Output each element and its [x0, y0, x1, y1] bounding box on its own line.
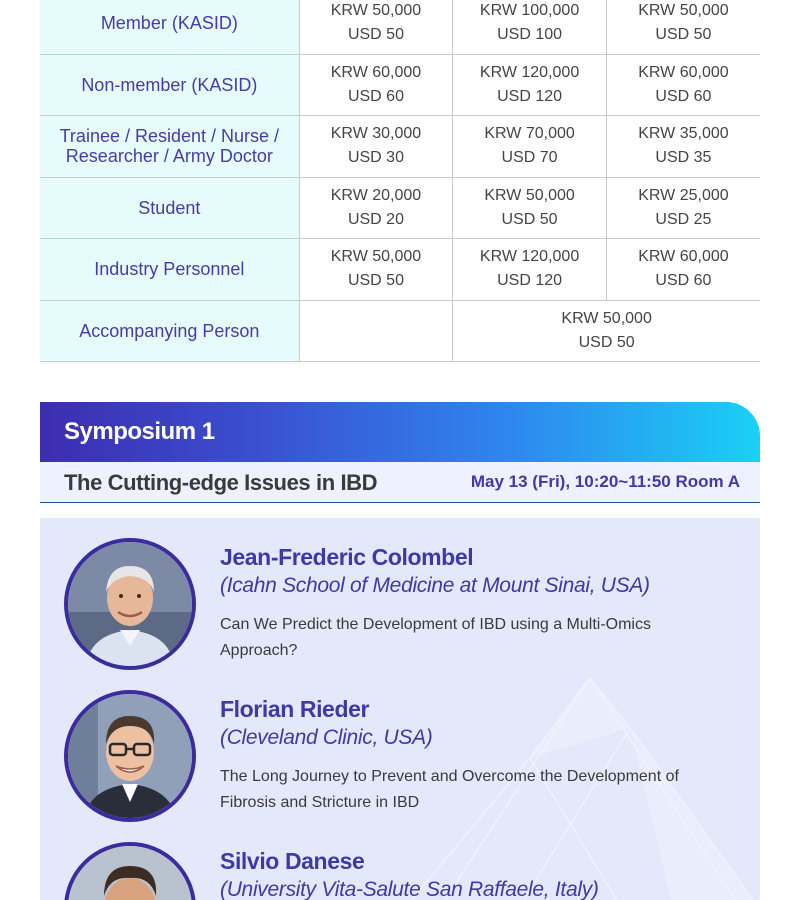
fee-category: Industry Personnel: [40, 239, 299, 301]
symposium-banner: [40, 402, 760, 462]
table-row: [40, 300, 760, 362]
fee-cell-merged: KRW 50,000 USD 50: [453, 300, 760, 362]
symposium-title: The Cutting-edge Issues in IBD: [64, 470, 378, 495]
speakers-panel: [40, 518, 760, 900]
fee-cell: KRW 60,000 USD 60: [606, 54, 760, 116]
fee-cell: KRW 50,000 USD 50: [299, 0, 453, 54]
symposium-header: [40, 462, 760, 503]
speaker-name: Florian Rieder: [220, 696, 370, 722]
speaker-card: [64, 690, 744, 830]
fee-cell: KRW 120,000 USD 120: [453, 239, 607, 301]
fee-cell: KRW 50,000 USD 50: [606, 0, 760, 54]
fee-cell: KRW 50,000 USD 50: [453, 177, 607, 239]
table-row: [40, 177, 760, 239]
fee-cell-empty: [299, 300, 453, 362]
fee-cell: KRW 70,000 USD 70: [453, 116, 607, 178]
fee-cell: KRW 60,000 USD 60: [299, 54, 453, 116]
symposium-time: May 13 (Fri), 10:20~11:50 Room A: [470, 472, 740, 491]
speaker-card: [64, 538, 744, 678]
speaker-affiliation: (Icahn School of Medicine at Mount Sinai, USA): [220, 574, 650, 597]
table-row: [40, 0, 760, 54]
fee-cell: KRW 120,000 USD 120: [453, 54, 607, 116]
speaker-name: Jean-Frederic Colombel: [220, 544, 474, 570]
speaker-name: Silvio Danese: [220, 848, 365, 874]
fee-category: Accompanying Person: [40, 300, 299, 362]
fee-category: Trainee / Resident / Nurse / Researcher / Army Doctor: [40, 116, 299, 178]
fee-cell: KRW 60,000 USD 60: [606, 239, 760, 301]
table-row: [40, 54, 760, 116]
speaker-photo-icon: [64, 538, 196, 670]
table-row: [40, 116, 760, 178]
speaker-card: [64, 842, 744, 900]
fee-category: Student: [40, 177, 299, 239]
speaker-photo-icon: [64, 690, 196, 822]
fee-cell: KRW 25,000 USD 25: [606, 177, 760, 239]
speaker-affiliation: (Cleveland Clinic, USA): [220, 726, 433, 749]
fee-cell: KRW 30,000 USD 30: [299, 116, 453, 178]
fee-cell: KRW 50,000 USD 50: [299, 239, 453, 301]
speaker-talk-title: The Long Journey to Prevent and Overcome the Development of Fibrosis and Stricture in IBD: [220, 768, 679, 811]
fee-cell: KRW 35,000 USD 35: [606, 116, 760, 178]
fee-cell: KRW 100,000 USD 100: [453, 0, 607, 54]
fee-category: Non-member (KASID): [40, 54, 299, 116]
table-row: [40, 239, 760, 301]
registration-fee-table: [40, 0, 760, 362]
speaker-photo-icon: [64, 842, 196, 900]
fee-category: Member (KASID): [40, 0, 299, 54]
speaker-talk-title: Can We Predict the Development of IBD using a Multi-Omics Approach?: [220, 616, 651, 659]
fee-cell: KRW 20,000 USD 20: [299, 177, 453, 239]
symposium-label: Symposium 1: [64, 418, 215, 445]
speaker-affiliation: (University Vita-Salute San Raffaele, Italy): [220, 878, 599, 900]
